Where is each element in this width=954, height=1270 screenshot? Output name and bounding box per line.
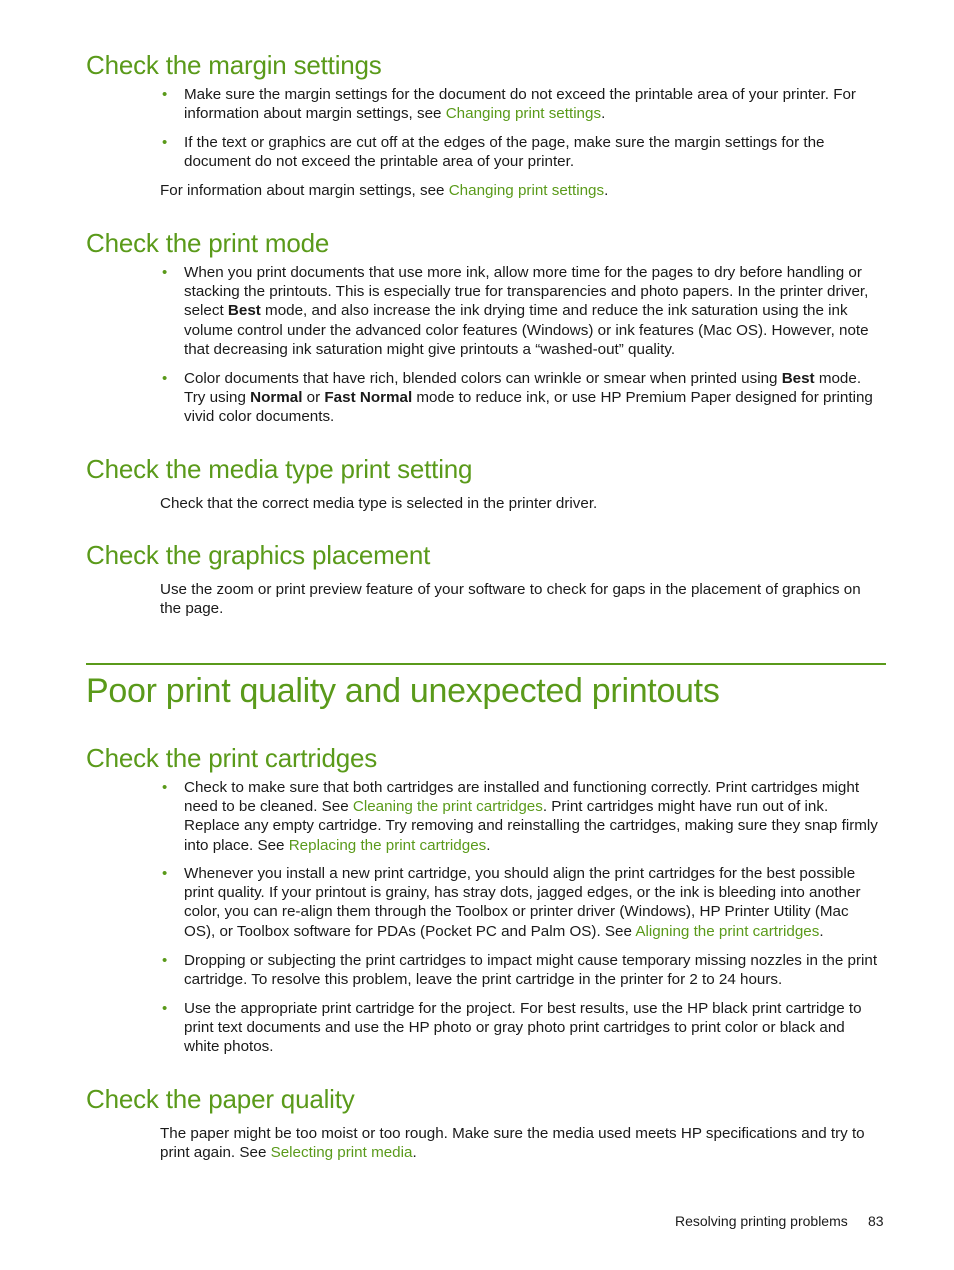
bullet-marker: • xyxy=(162,1000,168,1017)
footer-section-name: Resolving printing problems xyxy=(675,1213,848,1229)
heading-paper-quality: Check the paper quality xyxy=(86,1084,355,1114)
heading-media-type: Check the media type print setting xyxy=(86,454,473,484)
heading-print-cartridges: Check the print cartridges xyxy=(86,743,378,773)
bullet-marker: • xyxy=(162,370,168,387)
heading-print-mode: Check the print mode xyxy=(86,228,330,258)
heading-margin-settings: Check the margin settings xyxy=(86,50,382,80)
bullet-marker: • xyxy=(162,264,168,281)
chapter-rule xyxy=(86,663,886,665)
page-number: 83 xyxy=(868,1213,884,1229)
link-changing-print-settings[interactable]: Changing print settings xyxy=(448,182,605,199)
media-paragraph: Check that the correct media type is selected in the printer driver. xyxy=(160,495,598,512)
link-cleaning-print-cartridges[interactable]: Cleaning the print cartridges xyxy=(352,798,543,816)
mode-bullet-2: Color documents that have rich, blended colors can wrinkle or smear when printed using Best mode. Try using Normal or Fast Normal mode to reduce ink, or use HP Premium Paper designed for printing vivid color documents. xyxy=(184,370,873,426)
graphics-paragraph: Use the zoom or print preview feature of your software to check for gaps in the placement of graphics on the page. xyxy=(160,581,861,618)
bullet-marker: • xyxy=(162,134,168,151)
margin-paragraph: For information about margin settings, see Changing print settings. xyxy=(160,182,609,199)
heading-graphics-placement: Check the graphics placement xyxy=(86,540,431,570)
cartridges-bullet-1: Check to make sure that both cartridges are installed and functioning correctly. Print cartridges might need to be cleaned. See Cleaning the print cartridges. Print cartridges might have run out of ink. Replace any empty cartridge. Try removing and reinstalling the cartridges, making sure they snap firmly into place. See Replacing the print cartridges. xyxy=(184,779,878,854)
cartridges-bullet-3: Dropping or subjecting the print cartridges to impact might cause temporary missing nozzles in the print cartridge. To resolve this problem, leave the print cartridge in the printer for 2 to 24 hours. xyxy=(184,952,878,989)
margin-bullet-2: If the text or graphics are cut off at the edges of the page, make sure the margin settings for the document do not exceed the printable area of your printer. xyxy=(184,134,825,171)
link-changing-print-settings[interactable]: Changing print settings xyxy=(445,105,602,123)
bullet-marker: • xyxy=(162,865,168,882)
link-replacing-print-cartridges[interactable]: Replacing the print cartridges xyxy=(288,836,487,854)
margin-bullet-1: Make sure the margin settings for the document do not exceed the printable area of your printer. For information about margin settings, see Changing print settings. xyxy=(184,86,856,123)
bullet-marker: • xyxy=(162,779,168,796)
chapter-title: Poor print quality and unexpected printouts xyxy=(86,672,720,710)
cartridges-bullet-4: Use the appropriate print cartridge for the project. For best results, use the HP black print cartridge to print text documents and use the HP photo or gray photo print cartridges to print color or black and white photos. xyxy=(184,1000,862,1056)
bullet-marker: • xyxy=(162,86,168,103)
mode-bullet-1: When you print documents that use more ink, allow more time for the pages to dry before handling or stacking the printouts. This is especially true for transparencies and photo papers. In the printer driver, select Best mode, and also increase the ink drying time and reduce the ink saturation using the ink volume control under the advanced color features (Windows) or ink features (Mac OS). However, note that decreasing ink saturation might give printouts a “washed-out” quality. xyxy=(184,264,869,358)
bullet-marker: • xyxy=(162,952,168,969)
link-aligning-print-cartridges[interactable]: Aligning the print cartridges xyxy=(635,922,820,940)
paper-paragraph: The paper might be too moist or too rough. Make sure the media used meets HP specifications and try to print again. See Selecting print media. xyxy=(160,1125,865,1162)
link-selecting-print-media[interactable]: Selecting print media xyxy=(270,1144,413,1162)
cartridges-bullet-2: Whenever you install a new print cartridge, you should align the print cartridges for the best possible print quality. If your printout is grainy, has stray dots, jagged edges, or the ink is bleeding into another color, you can re-align them through the Toolbox or printer driver (Windows), HP Printer Utility (Mac OS), or Toolbox software for PDAs (Pocket PC and Palm OS). See Aligning the print cartridges. xyxy=(184,865,861,940)
